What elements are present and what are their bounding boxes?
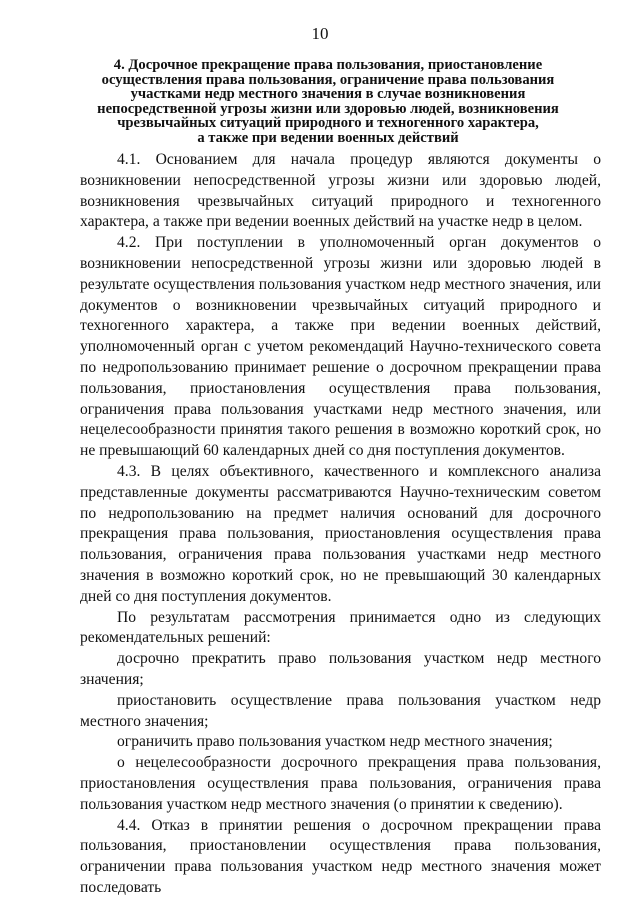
- section-heading-line: 4. Досрочное прекращение права пользования, приостановление: [113, 57, 543, 73]
- decision-option-terminate: досрочно прекратить право пользования участком недр местного значения;: [80, 650, 601, 688]
- section-heading-line: а также при ведении военных действий: [197, 129, 459, 146]
- paragraph-4-2: 4.2. При поступлении в уполномоченный орган документов о возникновении непосредственной угрозы жизни или здоровью людей в результате осуществления пользования участком недр местного значения, или документов о возникновении чрезвычайных ситуаций природного и техногенного характера, а также при ведении военных действий, уполномоченный орган с учетом рекомендаций Научно-технического совета по недропользованию принимает решение о досрочном прекращении права пользования, приостановления осуществления права пользования, ограничения права пользования участками недр местного значения, или нецелесообразности принятия такого решения в возможно короткий срок, но не превышающий 60 календарных дней со дня поступления документов.: [80, 234, 601, 460]
- paragraph-4-4: 4.4. Отказ в принятии решения о досрочном прекращении права пользования, приостановлении осуществления права пользования, ограничении права пользования участком недр местного значения может последовать: [80, 816, 601, 896]
- section-heading: [72, 58, 584, 145]
- section-heading-line: участками недр местного значения в случае возникновения: [130, 86, 526, 102]
- paragraph-4-1: 4.1. Основанием для начала процедур являются документы о возникновении непосредственной угрозы жизни или здоровью людей, возникновения чрезвычайных ситуаций природного и техногенного характера, а также при ведении военных действий на участке недр в целом.: [80, 151, 601, 231]
- section-heading-line: непосредственной угрозы жизни или здоровью людей, возникновения: [97, 100, 559, 117]
- decision-option-inexpedient: о нецелесообразности досрочного прекращения права пользования, приостановления осуществления права пользования, ограничения права пользования участком недр местного значения (о принятии к сведению).: [80, 754, 601, 813]
- decision-option-restrict: ограничить право пользования участком недр местного значения;: [117, 733, 553, 751]
- paragraph-review-results: По результатам рассмотрения принимается одно из следующих рекомендательных решений:: [80, 608, 601, 647]
- section-heading-line: чрезвычайных ситуаций природного и техногенного характера,: [117, 115, 539, 131]
- decision-option-suspend: приостановить осуществление права пользования участком недр местного значения;: [80, 691, 601, 730]
- paragraph-4-3: 4.3. В целях объективного, качественного и комплексного анализа представленные документы рассматриваются Научно-техническим советом по недропользованию на предмет наличия оснований для досрочного прекращения права пользования, приостановления осуществления права пользования, ограничения права пользования участками недр местного значения в возможно короткий срок, но не превышающий 30 календарных дней со дня поступления документов.: [80, 462, 601, 605]
- section-body: [80, 150, 601, 899]
- page-number: 10: [311, 24, 329, 43]
- section-heading-line: осуществления права пользования, ограничение права пользования: [101, 71, 555, 88]
